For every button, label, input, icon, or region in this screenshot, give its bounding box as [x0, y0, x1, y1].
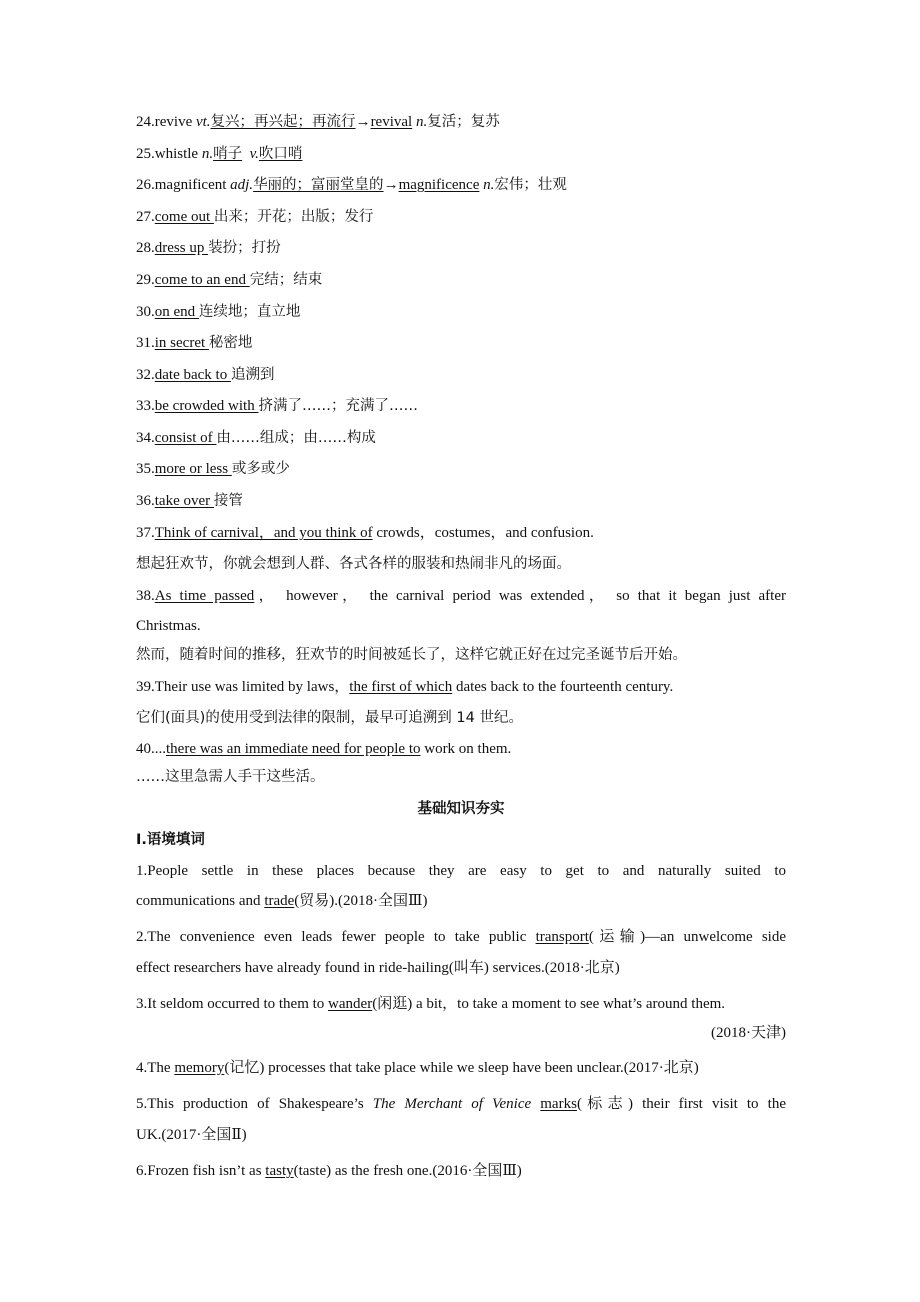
- sentence-39-translation: 它们(面具)的使用受到法律的限制，最早可追溯到 14 世纪。: [136, 710, 523, 726]
- section-title: 基础知识夯实: [417, 801, 505, 817]
- answer-blank: be crowded with: [154, 398, 259, 414]
- vocab-item-25: 25.whistle n.哨子 v.吹口哨: [136, 146, 303, 162]
- answer-blank: 哨子: [213, 146, 243, 162]
- exercise-5: 5.This production of Shakespeare’s The Merchant of Venice marks(标志) their first visit to the: [136, 1096, 786, 1112]
- answer-blank: consist of: [154, 430, 217, 446]
- answer-blank: marks: [540, 1096, 577, 1112]
- answer-blank: trade: [264, 893, 295, 909]
- answer-blank: wander: [328, 996, 373, 1012]
- phrase-item-31: 31.in secret 秘密地: [136, 335, 253, 351]
- sentence-37-translation: 想起狂欢节，你就会想到人群、各式各样的服装和热闹非凡的场面。: [136, 556, 571, 572]
- sentence-39: 39.Their use was limited by laws，the first of which dates back to the fourteenth century.: [136, 679, 674, 695]
- answer-blank: magnificence: [398, 177, 480, 193]
- answer-blank: 吹口哨: [258, 146, 303, 162]
- phrase-item-30: 30.on end 连续地；直立地: [136, 304, 301, 320]
- exercise-1: 1.People settle in these places because they are easy to get to and naturally suited to: [136, 863, 786, 879]
- exercise-3-source: (2018·天津): [711, 1025, 786, 1041]
- sentence-40: 40....there was an immediate need for people to work on them.: [136, 741, 512, 757]
- answer-blank: As time passed: [154, 588, 255, 604]
- answer-blank: 华丽的；富丽堂皇的: [253, 177, 384, 193]
- phrase-item-27: 27.come out 出来；开花；出版；发行: [136, 209, 374, 225]
- answer-blank: transport: [535, 929, 589, 945]
- phrase-item-34: 34.consist of 由……组成；由……构成: [136, 430, 376, 446]
- sentence-38: 38.As time passed， however， the carnival period was extended， so that it began just after: [136, 588, 786, 604]
- phrase-item-33: 33.be crowded with 挤满了……；充满了……: [136, 398, 418, 414]
- answer-blank: date back to: [154, 367, 231, 383]
- vocab-item-24: 24.revive vt.复兴；再兴起；再流行→revival n.复活；复苏: [136, 114, 500, 130]
- sentence-38-translation: 然而，随着时间的推移，狂欢节的时间被延长了，这样它就正好在过完圣诞节后开始。: [136, 647, 687, 663]
- phrase-item-29: 29.come to an end 完结；结束: [136, 272, 323, 288]
- answer-blank: Think of carnival，and you think of: [154, 525, 373, 541]
- exercise-2-cont: effect researchers have already found in ride-hailing(叫车) services.(2018·北京): [136, 960, 620, 976]
- answer-blank: more or less: [154, 461, 232, 477]
- answer-blank: 复兴；再兴起；再流行: [210, 114, 356, 130]
- phrase-item-36: 36.take over 接管: [136, 493, 243, 509]
- answer-blank: come to an end: [154, 272, 250, 288]
- answer-blank: the first of which: [349, 679, 453, 695]
- answer-blank: dress up: [154, 240, 209, 256]
- answer-blank: take over: [154, 493, 214, 509]
- vocab-item-26: 26.magnificent adj.华丽的；富丽堂皇的→magnificence n.宏伟；壮观: [136, 177, 567, 193]
- answer-blank: in secret: [154, 335, 209, 351]
- answer-blank: revival: [370, 114, 413, 130]
- answer-blank: tasty: [265, 1163, 294, 1179]
- exercise-4: 4.The memory(记忆) processes that take place while we sleep have been unclear.(2017·北京): [136, 1060, 699, 1076]
- phrase-item-32: 32.date back to 追溯到: [136, 367, 275, 383]
- exercise-1-cont: communications and trade(贸易).(2018·全国Ⅲ): [136, 893, 428, 909]
- sentence-38-cont: Christmas.: [136, 618, 201, 634]
- exercise-3: 3.It seldom occurred to them to wander(闲逛) a bit，to take a moment to see what’s around them.: [136, 996, 726, 1012]
- exercise-2: 2.The convenience even leads fewer people to take public transport(运输)—an unwelcome side: [136, 929, 786, 945]
- phrase-item-35: 35.more or less 或多或少: [136, 461, 290, 477]
- answer-blank: on end: [154, 304, 199, 320]
- answer-blank: memory: [174, 1060, 225, 1076]
- exercise-5-cont: UK.(2017·全国Ⅱ): [136, 1127, 247, 1143]
- sentence-37: 37.Think of carnival，and you think of crowds，costumes，and confusion.: [136, 525, 594, 541]
- subsection-title: Ⅰ.语境填词: [136, 832, 205, 848]
- answer-blank: there was an immediate need for people to: [166, 741, 421, 757]
- phrase-item-28: 28.dress up 装扮；打扮: [136, 240, 281, 256]
- exercise-6: 6.Frozen fish isn’t as tasty(taste) as the fresh one.(2016·全国Ⅲ): [136, 1163, 522, 1179]
- sentence-40-translation: ……这里急需人手干这些活。: [136, 769, 325, 785]
- answer-blank: come out: [154, 209, 214, 225]
